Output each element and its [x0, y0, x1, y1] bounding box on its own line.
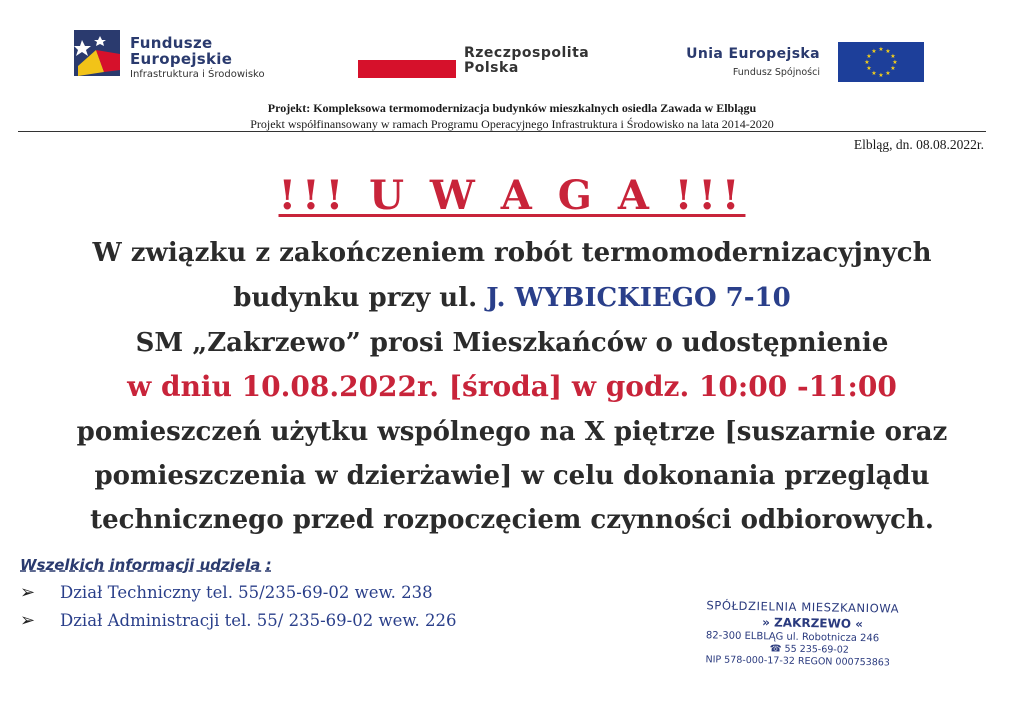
fe-line2: Europejskie	[130, 50, 233, 68]
svg-text:★: ★	[885, 70, 891, 77]
fe-line3: Infrastruktura i Środowisko	[130, 69, 265, 80]
svg-text:★: ★	[864, 59, 870, 66]
info-item-administration	[20, 610, 457, 631]
stamp-line-2: » ZAKRZEWO «	[762, 615, 864, 631]
rp-line1: Rzeczpospolita	[464, 45, 590, 61]
ue-line2: Fundusz Spójności	[732, 67, 820, 78]
project-cofinance: Projekt współfinansowany w ramach Programu Operacyjnego Infrastruktura i Środowisko na lata 2014-2020	[250, 117, 774, 131]
address: J. WYBICKIEGO 7-10	[486, 283, 791, 313]
svg-text:★: ★	[890, 65, 896, 72]
arrow-icon: ➢	[20, 582, 36, 603]
rp-line2: Polska	[464, 59, 519, 76]
info-item-administration-text: Dział Administracji tel. 55/ 235-69-02 wew. 226	[60, 611, 457, 630]
svg-text:★: ★	[878, 72, 884, 79]
rp-logo-text	[464, 46, 589, 75]
stamp-phone: 55 235-69-02	[784, 643, 849, 656]
body-line-1: W związku z zakończeniem robót termomodernizacyjnych	[92, 238, 932, 268]
polish-flag-red	[358, 60, 456, 78]
body-line-5: pomieszczeń użytku wspólnego na X piętrze [suszarnie oraz	[76, 417, 948, 447]
info-heading: Wszelkich informacji udziela :	[20, 556, 272, 574]
body-line-2	[0, 283, 1024, 313]
document-date: Elbląg, dn. 08.08.2022r.	[853, 137, 984, 152]
stamp-line-5: NIP 578-000-17-32 REGON 000753863	[705, 654, 890, 669]
svg-text:★: ★	[885, 48, 891, 55]
body-line-2a: budynku przy ul.	[233, 283, 487, 313]
cooperative-stamp	[705, 598, 906, 668]
polish-flag-white	[358, 42, 456, 60]
header-divider	[18, 131, 986, 132]
fe-logo-text	[130, 36, 265, 80]
notice-title: !!! U W A G A !!!	[278, 172, 746, 219]
svg-text:★: ★	[871, 70, 877, 77]
fundusze-europejskie-logo	[74, 30, 120, 76]
stamp-line-1: SPÓŁDZIELNIA MIESZKANIOWA	[706, 598, 900, 616]
info-item-technical	[20, 582, 433, 603]
appointment-date-time: w dniu 10.08.2022r. [środa] w godz. 10:00 -11:00	[127, 370, 897, 403]
body-line-6: pomieszczenia w dzierżawie] w celu dokonania przeglądu	[94, 461, 930, 491]
body-line-3: SM „Zakrzewo” prosi Mieszkańców o udostępnienie	[135, 328, 889, 358]
stamp-line-3: 82-300 ELBLĄG ul. Robotnicza 246	[705, 630, 880, 645]
eu-flag-icon	[838, 42, 924, 82]
project-title: Projekt: Kompleksowa termomodernizacja budynków mieszkalnych osiedla Zawada w Elblągu	[267, 101, 757, 115]
svg-text:★: ★	[871, 48, 877, 55]
ue-logo-text	[660, 46, 820, 78]
fe-line1: Fundusze	[130, 34, 213, 52]
svg-text:★: ★	[892, 59, 898, 66]
svg-text:★: ★	[866, 53, 872, 60]
body-line-7: technicznego przed rozpoczęciem czynności odbiorowych.	[90, 505, 934, 535]
arrow-icon: ➢	[20, 610, 36, 631]
ue-line1: Unia Europejska	[686, 46, 820, 62]
phone-icon: ☎	[769, 643, 785, 655]
info-item-technical-text: Dział Techniczny tel. 55/235-69-02 wew. 238	[60, 583, 433, 602]
svg-text:★: ★	[866, 65, 872, 72]
svg-text:★: ★	[890, 53, 896, 60]
svg-text:★: ★	[878, 46, 884, 53]
